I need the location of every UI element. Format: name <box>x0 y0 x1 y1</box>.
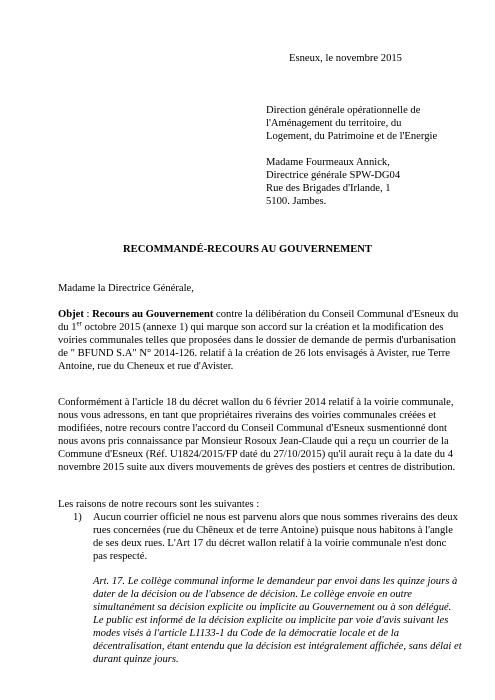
object-line <box>58 321 444 334</box>
recipient-org-line: Direction générale opérationnelle de <box>266 105 421 116</box>
reason-number: 1) <box>73 512 82 523</box>
quote-line: décentralisation, étant entendu que la décision est intégralement affichée, sans délai et <box>93 641 462 652</box>
reason-line: rues concernées (rue du Chêneux et de terre Antoine) puisque nous habitons à l'angle <box>93 525 453 536</box>
reason-line: pas respecté. <box>93 551 148 562</box>
object-sep: : <box>83 309 93 320</box>
paragraph-line: Commune d'Esneux (Réf. U1824/2015/FP daté du 27/10/2015) qu'il aurait reçu à la date du 4 <box>58 449 454 460</box>
paragraph-line: novembre 2015 suite aux divers mouvements de grèves des postiers et centres de distribution. <box>58 462 456 473</box>
paragraph-line: nous avons pris connaissance par Monsieur Rosoux Jean-Claude qui a reçu un courrier de la <box>58 436 449 447</box>
quote-line: modes visés à l'article L1133-1 du Code de la démocratie locale et de la <box>93 628 399 639</box>
superscript: er <box>76 319 82 328</box>
quote-line: durant quinze jours. <box>93 654 179 665</box>
object-line: Antoine, rue du Cheneux et rue d'Avister. <box>58 361 234 372</box>
recipient-city: 5100. Jambes. <box>266 196 327 207</box>
letter-title: RECOMMANDÉ-RECOURS AU GOUVERNEMENT <box>123 244 372 255</box>
quote-line: Le public est informé de la décision explicite ou implicite par voie d'avis suivant les <box>93 615 449 626</box>
object-label: Objet <box>58 309 84 320</box>
paragraph-line: Conformément à l'article 18 du décret wallon du 6 février 2014 relatif à la voirie communale, <box>58 397 454 408</box>
salutation: Madame la Directrice Générale, <box>58 283 194 294</box>
object-line: voiries communales telles que proposées dans le dossier de demande de permis d'urbanisation <box>58 335 456 346</box>
quote-line: simultanément sa décision explicite ou implicite au Gouvernement ou à son délégué. <box>93 602 452 613</box>
recipient-org-line: Logement, du Patrimoine et de l'Energie <box>266 131 438 142</box>
object-text: contre la délibération du Conseil Communal d'Esneux du <box>213 309 459 320</box>
reason-line: Aucun courrier officiel ne nous est parvenu alors que nous sommes riverains des deux <box>93 512 458 523</box>
object-line <box>58 308 458 321</box>
place-date: Esneux, le novembre 2015 <box>289 53 402 64</box>
recipient-title: Directrice générale SPW-DG04 <box>266 170 401 181</box>
recipient-street: Rue des Brigades d'Irlande, 1 <box>266 183 391 194</box>
recipient-org-line: l'Aménagement du territoire, du <box>266 118 402 129</box>
quote-line: dater de la décision ou de l'absence de décision. Le collège envoie en outre <box>93 589 412 600</box>
object-text: octobre 2015 (annexe 1) qui marque son accord sur la création et la modification des <box>82 322 444 333</box>
object-subject: Recours au Gouvernement <box>92 309 214 320</box>
object-line: de " BFUND S.A" N° 2014-126. relatif à la création de 26 lots envisagés à Avister, rue Terre <box>58 348 451 359</box>
quote-line: Art. 17. Le collège communal informe le demandeur par envoi dans les quinze jours à <box>93 576 458 587</box>
recipient-name: Madame Fourmeaux Annick, <box>266 157 390 168</box>
object-text: du 1 <box>58 322 77 333</box>
reason-line: de ses deux rues. L'Art 17 du décret wallon relatif à la voirie communale n'est donc <box>93 538 447 549</box>
paragraph-line: modifiées, notre recours contre l'accord du Conseil Communal d'Esneux susmentionné dont <box>58 423 447 434</box>
reasons-intro: Les raisons de notre recours sont les suivantes : <box>58 499 260 510</box>
paragraph-line: nous vous adressons, en tant que propriétaires riverains des voiries communales créées et <box>58 410 437 421</box>
